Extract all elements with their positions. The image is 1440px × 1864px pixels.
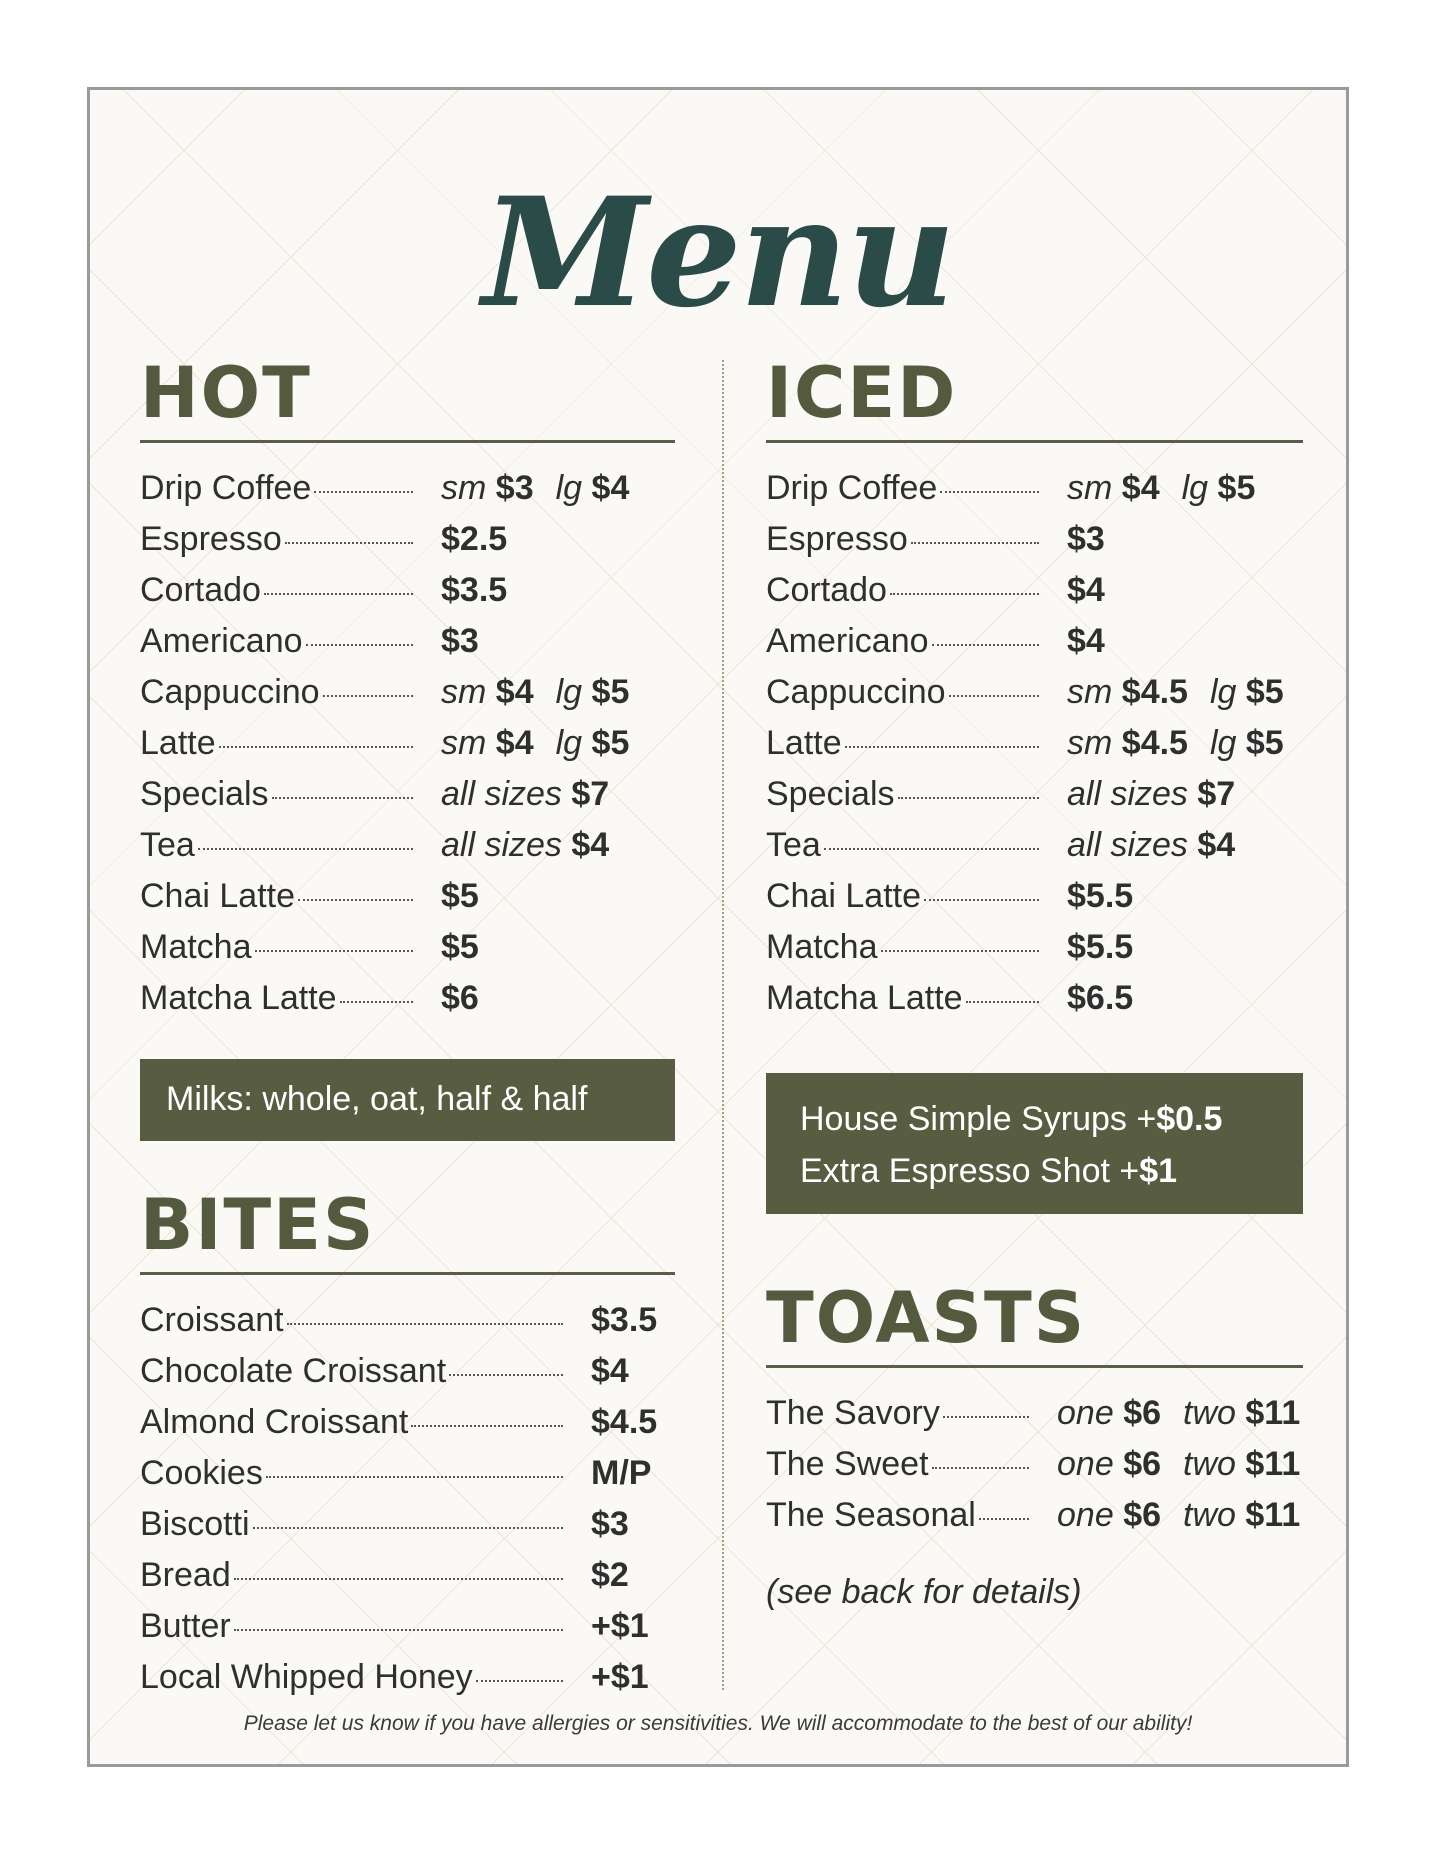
item-name-cell bbox=[140, 1607, 565, 1646]
size-label: sm bbox=[1067, 724, 1113, 762]
menu-item-row bbox=[766, 1496, 1303, 1547]
toasts-heading: TOASTS bbox=[766, 1283, 1303, 1368]
item-name: Specials bbox=[140, 775, 269, 813]
shot-price: $1 bbox=[1139, 1152, 1178, 1190]
item-name: Cookies bbox=[140, 1454, 263, 1492]
price-value: $5 bbox=[1217, 469, 1256, 507]
item-price bbox=[441, 673, 629, 712]
toasts-items bbox=[766, 1394, 1303, 1547]
item-name-cell bbox=[140, 1454, 565, 1493]
menu-item-row bbox=[140, 1505, 675, 1556]
price-value: $6 bbox=[1123, 1496, 1162, 1534]
price-value: $4 bbox=[1197, 826, 1236, 864]
price-value: $4 bbox=[1121, 469, 1160, 507]
price-value: $5 bbox=[591, 673, 630, 711]
leader-dots bbox=[306, 644, 413, 646]
item-name: Cortado bbox=[766, 571, 887, 609]
menu-card bbox=[87, 87, 1349, 1767]
hot-section bbox=[140, 352, 675, 1030]
item-name-cell bbox=[766, 1394, 1031, 1433]
item-name: Tea bbox=[140, 826, 195, 864]
price-value: $4 bbox=[1067, 622, 1105, 660]
menu-title: Menu bbox=[482, 165, 954, 341]
size-label: all sizes bbox=[441, 775, 562, 813]
price-value: $7 bbox=[1197, 775, 1236, 813]
menu-item-row bbox=[766, 928, 1303, 979]
item-price: M/P bbox=[591, 1454, 652, 1492]
item-price bbox=[1067, 826, 1235, 865]
leader-dots bbox=[979, 1518, 1029, 1520]
leader-dots bbox=[287, 1323, 563, 1325]
item-name: Cappuccino bbox=[766, 673, 946, 711]
price-value: $3 bbox=[1067, 520, 1105, 558]
size-label: all sizes bbox=[441, 826, 562, 864]
item-name-cell bbox=[140, 520, 415, 559]
price-value: $2.5 bbox=[441, 520, 508, 558]
shot-line bbox=[800, 1145, 1269, 1197]
item-price bbox=[441, 928, 479, 967]
leader-dots bbox=[845, 746, 1039, 748]
size-label: lg bbox=[1209, 724, 1237, 762]
item-name-cell bbox=[766, 520, 1041, 559]
leader-dots bbox=[323, 695, 413, 697]
leader-dots bbox=[411, 1425, 563, 1427]
iced-items bbox=[766, 469, 1303, 1030]
item-price bbox=[1067, 928, 1133, 967]
leader-dots bbox=[932, 644, 1039, 646]
item-price: $2 bbox=[591, 1556, 629, 1594]
item-name: Latte bbox=[140, 724, 216, 762]
leader-dots bbox=[924, 899, 1039, 901]
menu-item-row bbox=[140, 775, 675, 826]
leader-dots bbox=[272, 797, 413, 799]
size-label: one bbox=[1057, 1445, 1114, 1483]
price-value: $5 bbox=[441, 928, 479, 966]
menu-item-row bbox=[140, 1454, 675, 1505]
item-name-cell bbox=[766, 928, 1041, 967]
size-label: lg bbox=[1181, 469, 1209, 507]
addons-box bbox=[766, 1073, 1303, 1214]
hot-items bbox=[140, 469, 675, 1030]
leader-dots bbox=[264, 593, 413, 595]
item-price bbox=[441, 520, 507, 559]
item-name: Latte bbox=[766, 724, 842, 762]
price-value: $11 bbox=[1245, 1496, 1301, 1534]
item-name: Cappuccino bbox=[140, 673, 320, 711]
leader-dots bbox=[285, 542, 413, 544]
size-label: sm bbox=[1067, 469, 1113, 507]
price-value: $5 bbox=[1245, 673, 1284, 711]
item-name-cell bbox=[766, 1496, 1031, 1535]
allergy-note: Please let us know if you have allergies or sensitivities. We will accommodate to the best of our ability! bbox=[243, 1712, 1193, 1735]
item-name: The Seasonal bbox=[766, 1496, 976, 1534]
item-name-cell bbox=[766, 1445, 1031, 1484]
price-value: $4 bbox=[1067, 571, 1105, 609]
price-value: $5 bbox=[441, 877, 479, 915]
menu-item-row bbox=[140, 571, 675, 622]
leader-dots bbox=[234, 1578, 563, 1580]
item-name-cell bbox=[766, 571, 1041, 610]
item-price bbox=[1057, 1496, 1300, 1535]
item-name: Drip Coffee bbox=[766, 469, 938, 507]
leader-dots bbox=[949, 695, 1039, 697]
menu-item-row bbox=[140, 520, 675, 571]
hot-heading: HOT bbox=[140, 358, 675, 443]
shot-label: Extra Espresso Shot + bbox=[800, 1152, 1140, 1190]
price-value: $6 bbox=[1123, 1394, 1162, 1432]
menu-item-row bbox=[140, 928, 675, 979]
item-name: Tea bbox=[766, 826, 821, 864]
milks-text: Milks: whole, oat, half & half bbox=[166, 1080, 588, 1118]
menu-item-row bbox=[766, 724, 1303, 775]
menu-item-row bbox=[766, 877, 1303, 928]
item-name-cell bbox=[140, 1403, 565, 1442]
menu-item-row bbox=[140, 724, 675, 775]
item-name-cell bbox=[766, 775, 1041, 814]
leader-dots bbox=[898, 797, 1039, 799]
item-price bbox=[441, 775, 609, 814]
menu-item-row bbox=[766, 571, 1303, 622]
menu-item-row bbox=[766, 775, 1303, 826]
item-name-cell bbox=[140, 1505, 565, 1544]
menu-item-row bbox=[140, 1352, 675, 1403]
item-price bbox=[1067, 520, 1105, 559]
menu-item-row bbox=[140, 673, 675, 724]
bites-section bbox=[140, 1184, 675, 1709]
iced-section bbox=[766, 352, 1303, 1030]
menu-item-row bbox=[766, 1394, 1303, 1445]
price-value: $6 bbox=[1123, 1445, 1162, 1483]
leader-dots bbox=[234, 1629, 563, 1631]
item-name-cell bbox=[140, 724, 415, 763]
item-price bbox=[1067, 673, 1284, 712]
item-name-cell bbox=[140, 826, 415, 865]
leader-dots bbox=[266, 1476, 563, 1478]
syrup-price: $0.5 bbox=[1156, 1100, 1223, 1138]
leader-dots bbox=[824, 848, 1039, 850]
size-label: all sizes bbox=[1067, 826, 1188, 864]
size-label: all sizes bbox=[1067, 775, 1188, 813]
menu-item-row bbox=[140, 826, 675, 877]
menu-item-row bbox=[140, 469, 675, 520]
item-name: Americano bbox=[140, 622, 303, 660]
bites-items bbox=[140, 1301, 675, 1709]
leader-dots bbox=[340, 1001, 413, 1003]
price-value: $5.5 bbox=[1067, 928, 1134, 966]
menu-item-row bbox=[140, 1403, 675, 1454]
item-name: Cortado bbox=[140, 571, 261, 609]
item-name: Biscotti bbox=[140, 1505, 250, 1543]
size-label: lg bbox=[1209, 673, 1237, 711]
size-label: sm bbox=[1067, 673, 1113, 711]
toasts-note: (see back for details) bbox=[766, 1573, 1082, 1611]
leader-dots bbox=[911, 542, 1039, 544]
item-name: Butter bbox=[140, 1607, 231, 1645]
syrup-label: House Simple Syrups + bbox=[800, 1100, 1157, 1138]
item-price bbox=[1067, 979, 1133, 1018]
menu-item-row bbox=[766, 826, 1303, 877]
leader-dots bbox=[940, 491, 1039, 493]
item-name-cell bbox=[140, 877, 415, 916]
item-price bbox=[441, 724, 629, 763]
price-value: $4 bbox=[591, 469, 630, 507]
item-name: The Sweet bbox=[766, 1445, 929, 1483]
item-price bbox=[1057, 1445, 1300, 1484]
item-name-cell bbox=[766, 979, 1041, 1018]
item-price: $4 bbox=[591, 1352, 629, 1390]
price-value: $6 bbox=[441, 979, 479, 1017]
menu-item-row bbox=[766, 673, 1303, 724]
item-price: +$1 bbox=[591, 1607, 649, 1645]
item-name: Croissant bbox=[140, 1301, 284, 1339]
item-price: $3 bbox=[591, 1505, 629, 1543]
price-value: $3 bbox=[495, 469, 534, 507]
item-name: Chai Latte bbox=[140, 877, 295, 915]
item-price bbox=[441, 979, 479, 1018]
leader-dots bbox=[298, 899, 413, 901]
leader-dots bbox=[253, 1527, 563, 1529]
item-name-cell bbox=[140, 1352, 565, 1391]
item-name-cell bbox=[140, 571, 415, 610]
price-value: $4 bbox=[495, 673, 534, 711]
price-value: $11 bbox=[1245, 1445, 1301, 1483]
bites-heading: BITES bbox=[140, 1190, 675, 1275]
item-name-cell bbox=[140, 469, 415, 508]
size-label: lg bbox=[555, 469, 583, 507]
item-name-cell bbox=[766, 673, 1041, 712]
item-name: Chocolate Croissant bbox=[140, 1352, 447, 1390]
syrup-line bbox=[800, 1093, 1269, 1145]
item-price bbox=[441, 571, 507, 610]
price-value: $5.5 bbox=[1067, 877, 1134, 915]
price-value: $5 bbox=[1245, 724, 1284, 762]
item-name: The Savory bbox=[766, 1394, 940, 1432]
item-price bbox=[1067, 724, 1284, 763]
leader-dots bbox=[890, 593, 1039, 595]
leader-dots bbox=[881, 950, 1040, 952]
item-price bbox=[441, 877, 479, 916]
price-value: $3.5 bbox=[441, 571, 508, 609]
item-name-cell bbox=[140, 1301, 565, 1340]
item-name-cell bbox=[766, 724, 1041, 763]
price-value: $6.5 bbox=[1067, 979, 1134, 1017]
menu-item-row bbox=[766, 469, 1303, 520]
size-label: lg bbox=[555, 673, 583, 711]
item-name: Local Whipped Honey bbox=[140, 1658, 473, 1696]
item-name: Espresso bbox=[766, 520, 908, 558]
toasts-section bbox=[766, 1277, 1303, 1612]
menu-item-row bbox=[766, 622, 1303, 673]
item-price bbox=[1067, 775, 1235, 814]
size-label: two bbox=[1183, 1496, 1236, 1534]
menu-item-row bbox=[140, 1658, 675, 1709]
item-name-cell bbox=[766, 826, 1041, 865]
item-name: Americano bbox=[766, 622, 929, 660]
menu-item-row bbox=[766, 1445, 1303, 1496]
leader-dots bbox=[314, 491, 413, 493]
size-label: sm bbox=[441, 673, 487, 711]
leader-dots bbox=[966, 1001, 1039, 1003]
price-value: $4.5 bbox=[1121, 724, 1188, 762]
item-name: Matcha Latte bbox=[766, 979, 963, 1017]
item-price bbox=[441, 469, 629, 508]
price-value: $3 bbox=[441, 622, 479, 660]
item-name: Espresso bbox=[140, 520, 282, 558]
item-name-cell bbox=[766, 469, 1041, 508]
item-price: $4.5 bbox=[591, 1403, 658, 1441]
item-name-cell bbox=[140, 979, 415, 1018]
leader-dots bbox=[255, 950, 414, 952]
price-value: $4 bbox=[571, 826, 610, 864]
item-price: +$1 bbox=[591, 1658, 649, 1696]
item-name-cell bbox=[766, 622, 1041, 661]
menu-item-row bbox=[140, 979, 675, 1030]
item-name-cell bbox=[140, 928, 415, 967]
item-price bbox=[1067, 622, 1105, 661]
item-name-cell bbox=[140, 1658, 565, 1697]
size-label: two bbox=[1183, 1445, 1236, 1483]
item-name: Drip Coffee bbox=[140, 469, 312, 507]
item-name: Bread bbox=[140, 1556, 231, 1594]
size-label: sm bbox=[441, 469, 487, 507]
iced-heading: ICED bbox=[766, 358, 1303, 443]
menu-item-row bbox=[766, 520, 1303, 571]
size-label: one bbox=[1057, 1394, 1114, 1432]
item-name: Chai Latte bbox=[766, 877, 921, 915]
item-price bbox=[441, 622, 479, 661]
column-divider bbox=[722, 360, 724, 1690]
item-name-cell bbox=[140, 673, 415, 712]
size-label: one bbox=[1057, 1496, 1114, 1534]
item-name-cell bbox=[140, 1556, 565, 1595]
item-price bbox=[1057, 1394, 1300, 1433]
milks-box bbox=[140, 1059, 675, 1141]
leader-dots bbox=[219, 746, 413, 748]
item-name: Matcha bbox=[766, 928, 878, 966]
leader-dots bbox=[476, 1680, 563, 1682]
size-label: lg bbox=[555, 724, 583, 762]
item-name: Almond Croissant bbox=[140, 1403, 409, 1441]
price-value: $5 bbox=[591, 724, 630, 762]
size-label: two bbox=[1183, 1394, 1236, 1432]
item-price: $3.5 bbox=[591, 1301, 658, 1339]
price-value: $4 bbox=[495, 724, 534, 762]
price-value: $11 bbox=[1245, 1394, 1301, 1432]
item-name: Matcha Latte bbox=[140, 979, 337, 1017]
item-name: Matcha bbox=[140, 928, 252, 966]
item-price bbox=[1067, 469, 1255, 508]
menu-item-row bbox=[140, 1607, 675, 1658]
menu-item-row bbox=[766, 979, 1303, 1030]
item-price bbox=[1067, 877, 1133, 916]
price-value: $7 bbox=[571, 775, 610, 813]
leader-dots bbox=[449, 1374, 563, 1376]
item-name-cell bbox=[766, 877, 1041, 916]
price-value: $4.5 bbox=[1121, 673, 1188, 711]
item-price bbox=[441, 826, 609, 865]
menu-item-row bbox=[140, 622, 675, 673]
leader-dots bbox=[198, 848, 413, 850]
item-name: Specials bbox=[766, 775, 895, 813]
leader-dots bbox=[932, 1467, 1029, 1469]
menu-item-row bbox=[140, 877, 675, 928]
menu-item-row bbox=[140, 1556, 675, 1607]
item-name-cell bbox=[140, 622, 415, 661]
item-price bbox=[1067, 571, 1105, 610]
leader-dots bbox=[943, 1416, 1029, 1418]
item-name-cell bbox=[140, 775, 415, 814]
menu-item-row bbox=[140, 1301, 675, 1352]
size-label: sm bbox=[441, 724, 487, 762]
